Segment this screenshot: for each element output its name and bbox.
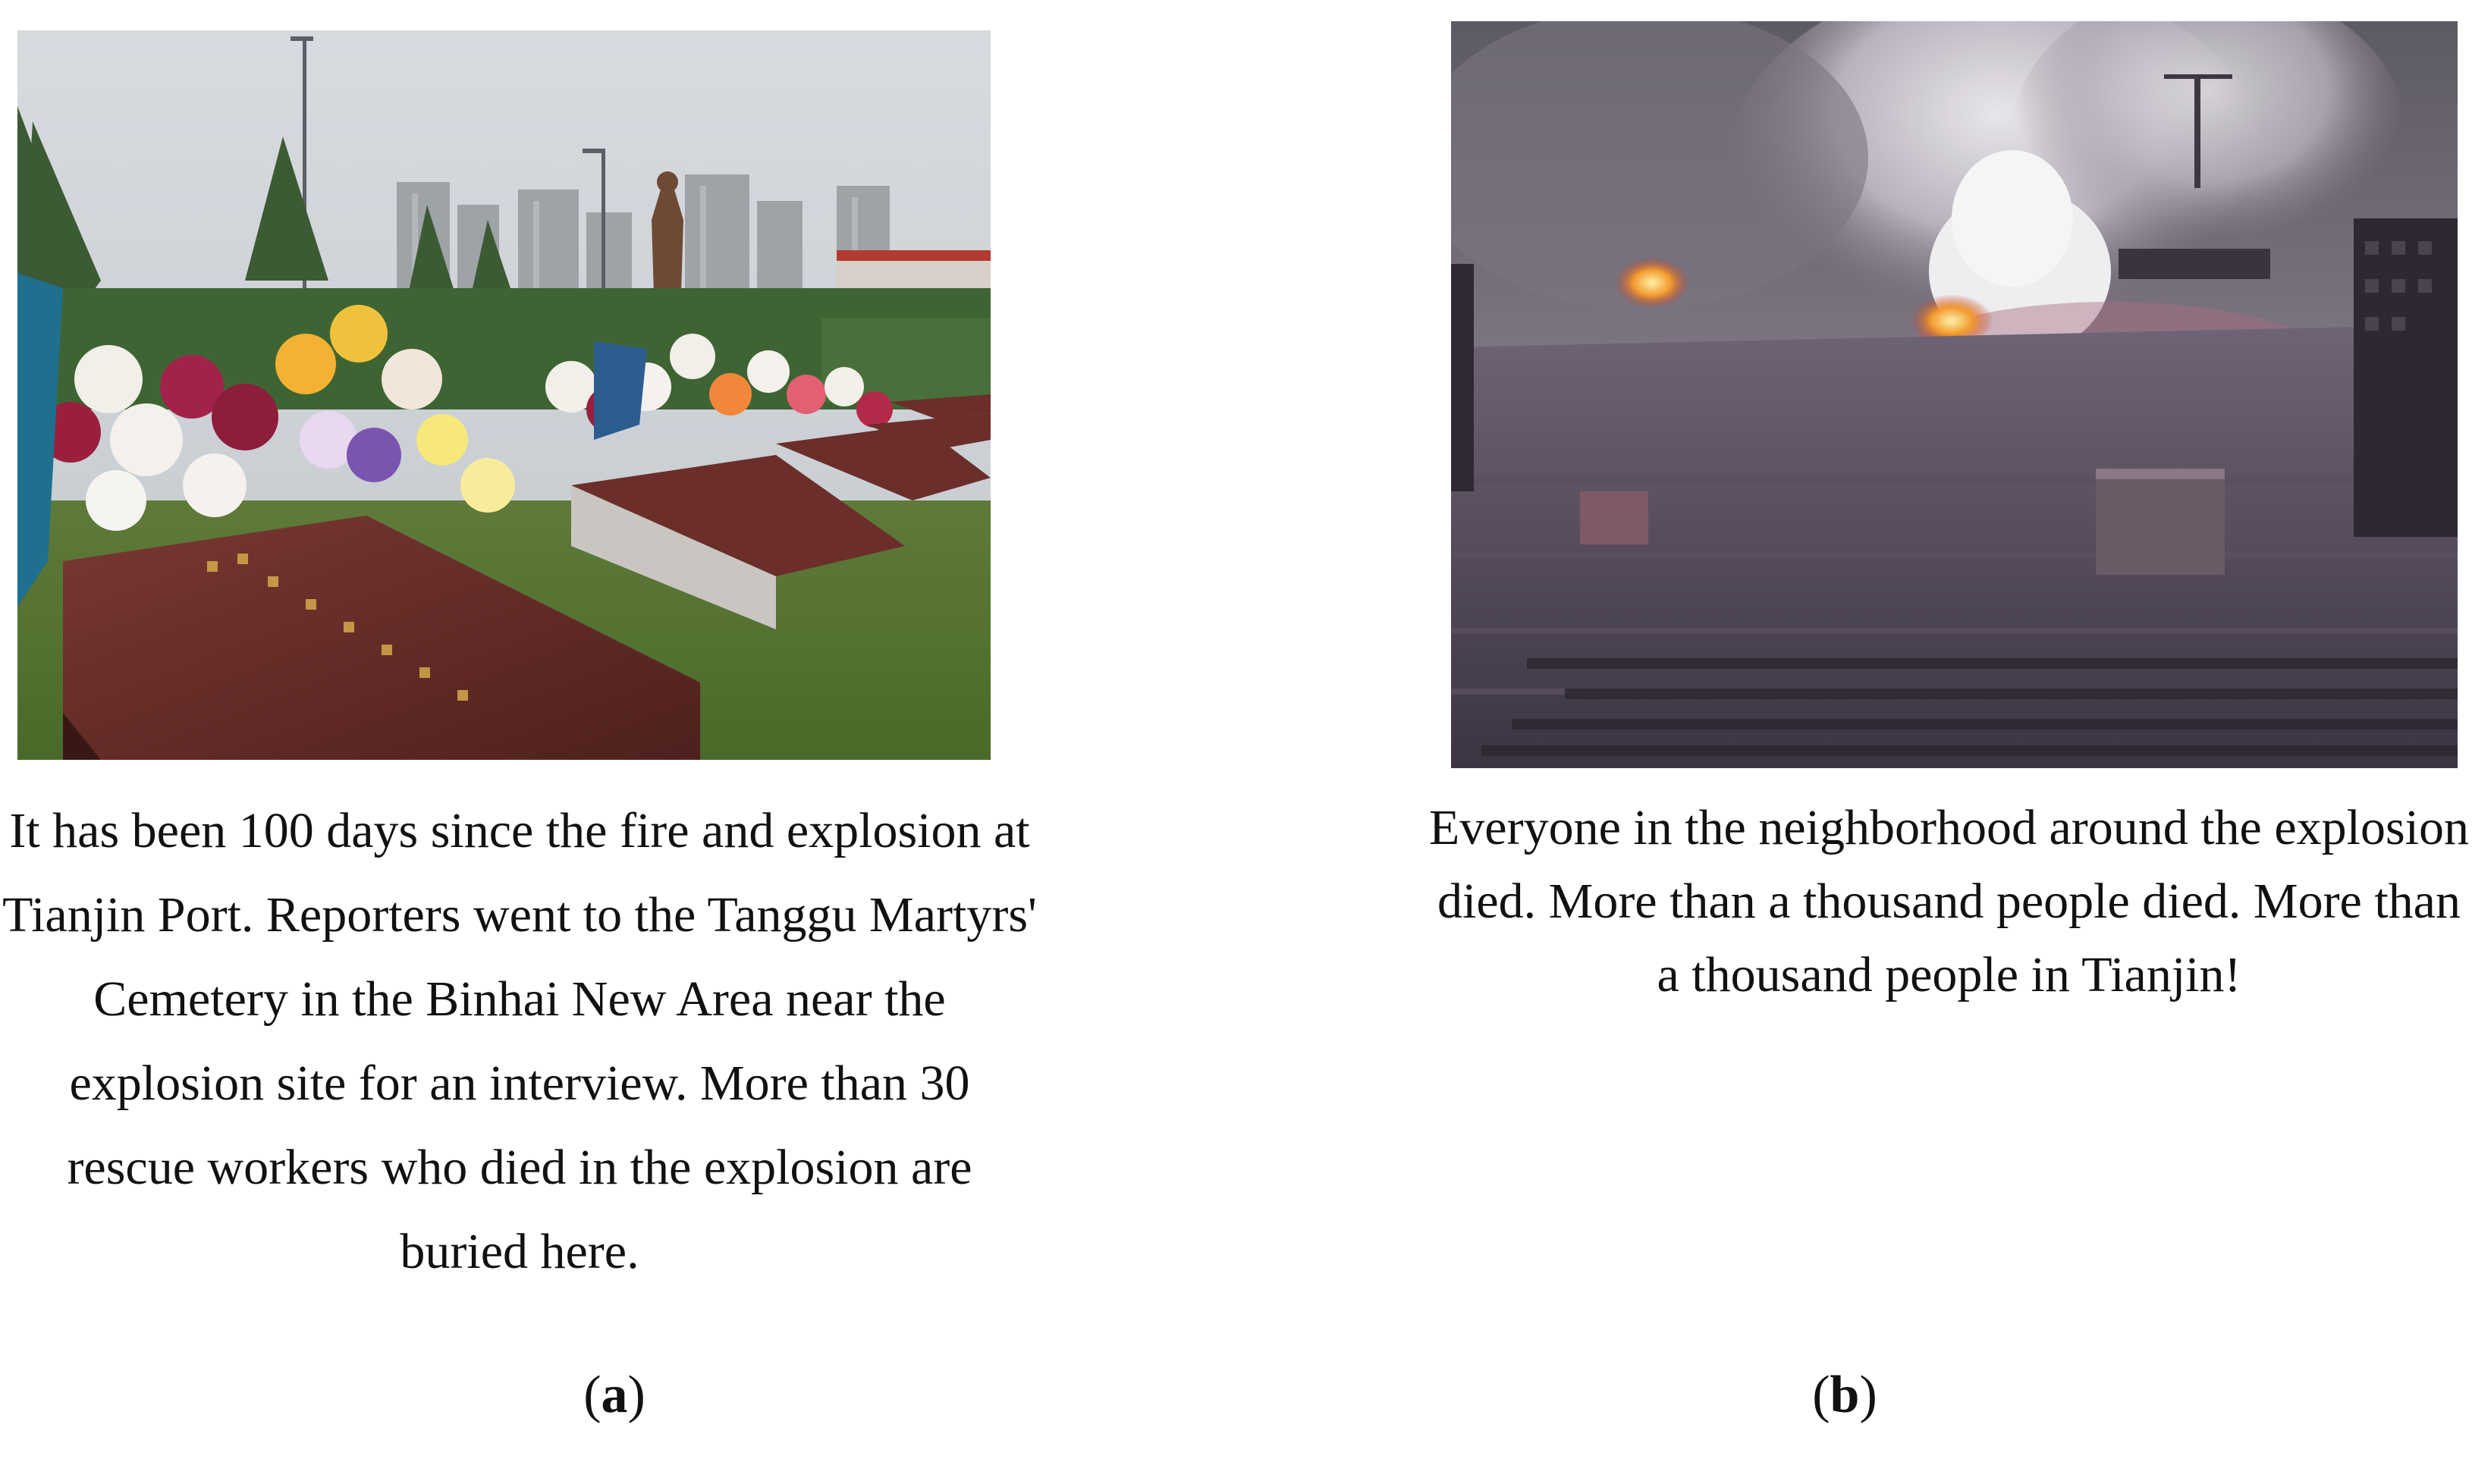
caption-a: It has been 100 days since the fire and explosion at Tianjin Port. Reporters went to the Tanggu Martyrs' Cemetery in the Binhai New Area near the explosion site for an interview. More than 30 rescue workers who died in the explosion are buried here. [2, 803, 1037, 1279]
sublabel-b-letter: b [1830, 1366, 1860, 1424]
caption-b: Everyone in the neighborhood around the explosion died. More than a thousand people died. More than a thousand people in Tianjin! [1428, 800, 2469, 1002]
sublabel-a: (a) [583, 1366, 645, 1424]
sublabel-a-letter: a [601, 1366, 628, 1424]
sublabel-b: (b) [1812, 1366, 1877, 1424]
cemetery-memorial-photo [17, 30, 991, 760]
explosion-aftermath-photo [1451, 21, 2458, 768]
